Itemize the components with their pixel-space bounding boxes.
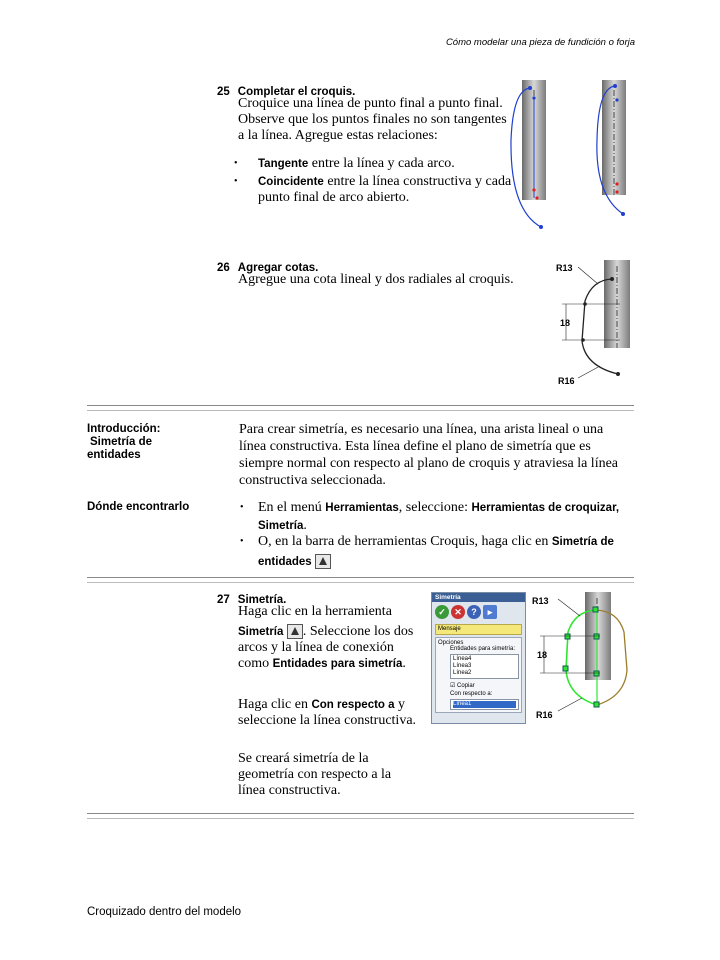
- panel-title: Simetría: [432, 593, 525, 602]
- help-button[interactable]: ?: [467, 605, 481, 619]
- section-rule: [87, 582, 634, 583]
- step-25-bullet-1: • Tangente entre la línea y cada arco.: [234, 156, 455, 171]
- running-footer: Croquizado dentro del modelo: [87, 906, 242, 918]
- dim-18: 18: [560, 318, 571, 328]
- mirror-about-list[interactable]: Línea1: [450, 699, 519, 710]
- step-27-para-3: Se creará simetría de la geometría con respecto a la línea constructiva.: [238, 751, 392, 798]
- where-bullet-2: • O, en la barra de herramientas Croquis, haga clic en Simetría de entidades: [240, 534, 614, 568]
- dim-18: 18: [537, 650, 548, 660]
- step-title: Simetría.: [237, 594, 287, 606]
- step-number: 26: [217, 262, 230, 274]
- step-number: 25: [217, 86, 230, 98]
- dim-r13: R13: [556, 263, 573, 273]
- step-25-sketch-figure: [505, 80, 635, 235]
- section-rule: [87, 813, 634, 814]
- section-rule: [87, 818, 634, 819]
- step-27-para-2: Haga clic en Con respecto a y seleccione la línea constructiva.: [238, 697, 417, 728]
- step-title: Completar el croquis.: [237, 86, 356, 98]
- where-label: Dónde encontrarlo: [87, 501, 190, 513]
- step-title: Agregar cotas.: [237, 262, 319, 274]
- mirror-tool-icon: [315, 554, 331, 569]
- ok-button[interactable]: ✓: [435, 605, 449, 619]
- step-25-bullet-2: • Coincidente entre la línea constructiva y cada punto final de arco abierto.: [234, 174, 512, 205]
- step-number: 27: [217, 594, 230, 606]
- copy-checkbox[interactable]: ☑ Copiar: [450, 683, 475, 689]
- dim-r16: R16: [558, 376, 575, 386]
- running-header: Cómo modelar una pieza de fundición o forja: [445, 37, 635, 48]
- section-rule: [87, 410, 634, 411]
- step-26-body: Agregue una cota lineal y dos radiales al croquis.: [238, 272, 514, 287]
- entities-list[interactable]: Línea4 Línea3 Línea2: [450, 654, 519, 679]
- step-27-para-1: Haga clic en la herramienta Simetría . Seleccione los dos arcos y la línea de conexión como Entidades para simetría.: [238, 604, 414, 671]
- mirror-tool-icon: [287, 624, 303, 639]
- intro-text: Para crear simetría, es necesario una línea, una arista lineal o una línea constructiva. Esta línea define el plano de simetría que es siempre normal con respecto al plano de croquis y atraviesa la línea constructiva seleccionada.: [239, 422, 619, 488]
- step-26-dimension-figure: [540, 256, 635, 391]
- dim-r16: R16: [536, 710, 553, 720]
- dim-r13: R13: [532, 596, 549, 606]
- cancel-button[interactable]: ✕: [451, 605, 465, 619]
- step-25-body: Croquice una línea de punto final a punto final. Observe que los puntos finales no son tangentes a la línea. Agregue estas relaciones:: [238, 96, 507, 143]
- options-section: Opciones Entidades para simetría: Línea4 Línea3 Línea2 ☑ Copiar Con respecto a: Línea1: [435, 637, 522, 713]
- section-rule: [87, 405, 634, 406]
- pin-button[interactable]: ▸: [483, 605, 497, 619]
- where-bullet-1: • En el menú Herramientas, seleccione: Herramientas de croquizar, Simetría.: [240, 500, 620, 533]
- message-bar[interactable]: Mensaje: [435, 624, 522, 635]
- section-rule: [87, 577, 634, 578]
- intro-label: Introducción: Simetría de entidades: [87, 423, 161, 461]
- mirror-property-panel: [431, 592, 526, 724]
- step-27-mirror-figure: [530, 588, 634, 723]
